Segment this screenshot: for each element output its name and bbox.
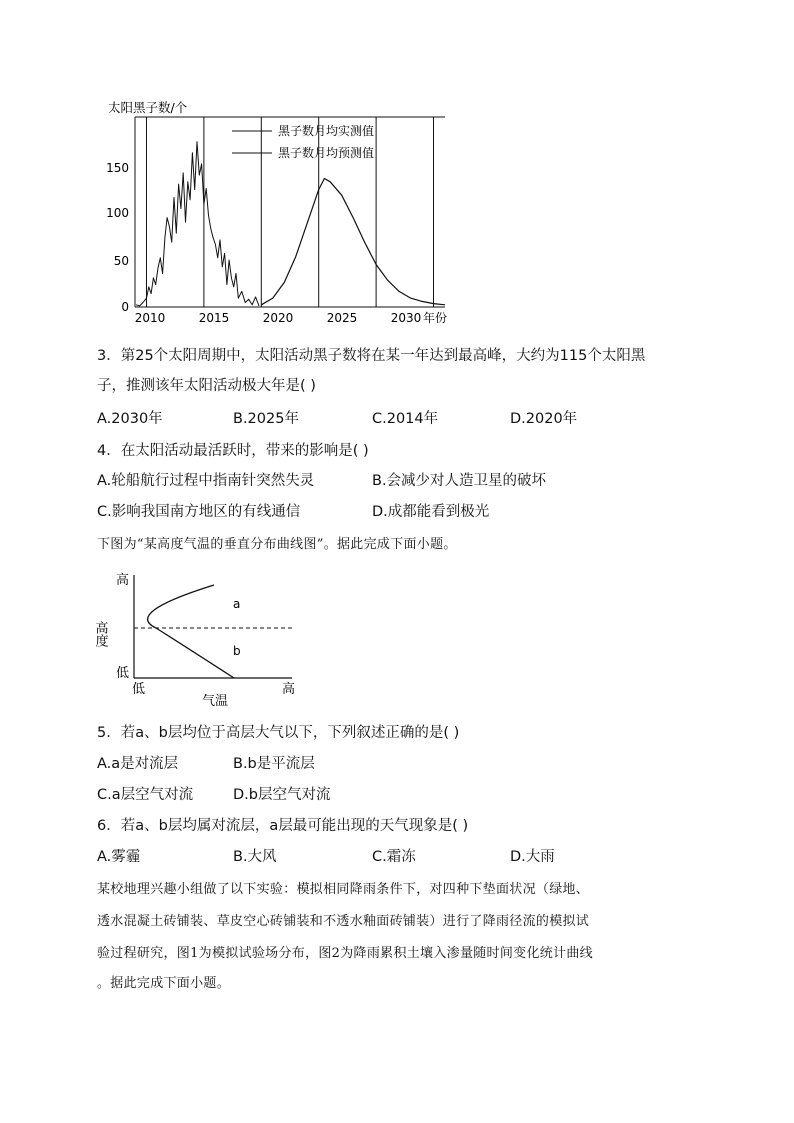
q3-stem-line2: 子，推测该年太阳活动极大年是( ) xyxy=(97,378,316,394)
q4-option-c[interactable]: C.影响我国南方地区的有线通信 xyxy=(97,504,301,520)
series-predicted xyxy=(261,179,445,305)
y-tick-high: 高 xyxy=(116,573,130,588)
intro-temperature-figure: 下图为“某高度气温的垂直分布曲线图”。据此完成下面小题。 xyxy=(97,537,457,552)
q3-stem-line1: 3．第25个太阳周期中，太阳活动黑子数将在某一年达到最高峰，大约为115个太阳黑 xyxy=(97,348,646,364)
intro-runoff-line4: 。据此完成下面小题。 xyxy=(97,976,231,991)
series-observed xyxy=(136,142,259,306)
x-tick-low: 低 xyxy=(132,682,146,697)
layer-a-label: a xyxy=(233,597,241,611)
x-axis-unit: 年份 xyxy=(423,311,448,325)
legend-predicted: 黑子数月均预测值 xyxy=(278,146,375,160)
q5-option-b[interactable]: B.b是平流层 xyxy=(233,756,315,772)
q5-stem: 5．若a、b层均位于高层大气以下，下列叙述正确的是( ) xyxy=(97,725,460,741)
x-tick-2015: 2015 xyxy=(198,311,230,325)
q5-option-d[interactable]: D.b层空气对流 xyxy=(233,787,331,803)
q3-option-d[interactable]: D.2020年 xyxy=(510,411,578,427)
q6-option-b[interactable]: B.大风 xyxy=(233,849,277,865)
y-axis-label: 太阳黑子数/个 xyxy=(108,100,188,115)
layer-b-label: b xyxy=(233,644,241,658)
x-tick-high: 高 xyxy=(282,682,296,697)
q3-option-b[interactable]: B.2025年 xyxy=(233,411,299,427)
intro-runoff-line1: 某校地理兴趣小组做了以下实验：模拟相同降雨条件下，对四种下垫面状况（绿地、 xyxy=(97,882,590,897)
q3-option-c[interactable]: C.2014年 xyxy=(372,411,439,427)
intro-runoff-line3: 验过程研究，图1为模拟试验场分布，图2为降雨累积土壤入渗量随时间变化统计曲线 xyxy=(97,946,593,961)
y-tick-low: 低 xyxy=(116,666,130,681)
q5-option-a[interactable]: A.a是对流层 xyxy=(97,756,179,772)
x-tick-2020: 2020 xyxy=(262,311,294,325)
y-label-height: 高度 xyxy=(92,621,108,647)
q6-option-d[interactable]: D.大雨 xyxy=(510,849,555,865)
q4-stem: 4．在太阳活动最活跃时，带来的影响是( ) xyxy=(97,443,369,459)
q6-stem: 6．若a、b层均属对流层，a层最可能出现的天气现象是( ) xyxy=(97,818,469,834)
y-tick-100: 100 xyxy=(106,206,129,220)
sunspot-chart xyxy=(100,95,460,330)
temperature-profile-chart xyxy=(92,565,306,709)
q4-option-a[interactable]: A.轮船航行过程中指南针突然失灵 xyxy=(97,473,315,489)
q4-option-b[interactable]: B.会减少对人造卫星的破坏 xyxy=(372,473,547,489)
q3-option-a[interactable]: A.2030年 xyxy=(97,411,163,427)
y-tick-0: 0 xyxy=(121,300,129,314)
legend-observed: 黑子数月均实测值 xyxy=(278,124,375,138)
y-tick-150: 150 xyxy=(106,161,129,175)
q6-option-a[interactable]: A.雾霾 xyxy=(97,849,141,865)
q4-option-d[interactable]: D.成都能看到极光 xyxy=(372,504,490,520)
x-tick-2010: 2010 xyxy=(134,311,166,325)
intro-runoff-line2: 透水混凝土砖铺装、草皮空心砖铺装和不透水釉面砖铺装）进行了降雨径流的模拟试 xyxy=(97,914,590,929)
q5-option-c[interactable]: C.a层空气对流 xyxy=(97,787,194,803)
q6-option-c[interactable]: C.霜冻 xyxy=(372,849,416,865)
y-tick-50: 50 xyxy=(113,254,129,268)
x-tick-2025: 2025 xyxy=(326,311,358,325)
temperature-curve xyxy=(148,585,234,678)
x-tick-2030: 2030 xyxy=(390,311,422,325)
x-label-temperature: 气温 xyxy=(202,694,229,709)
